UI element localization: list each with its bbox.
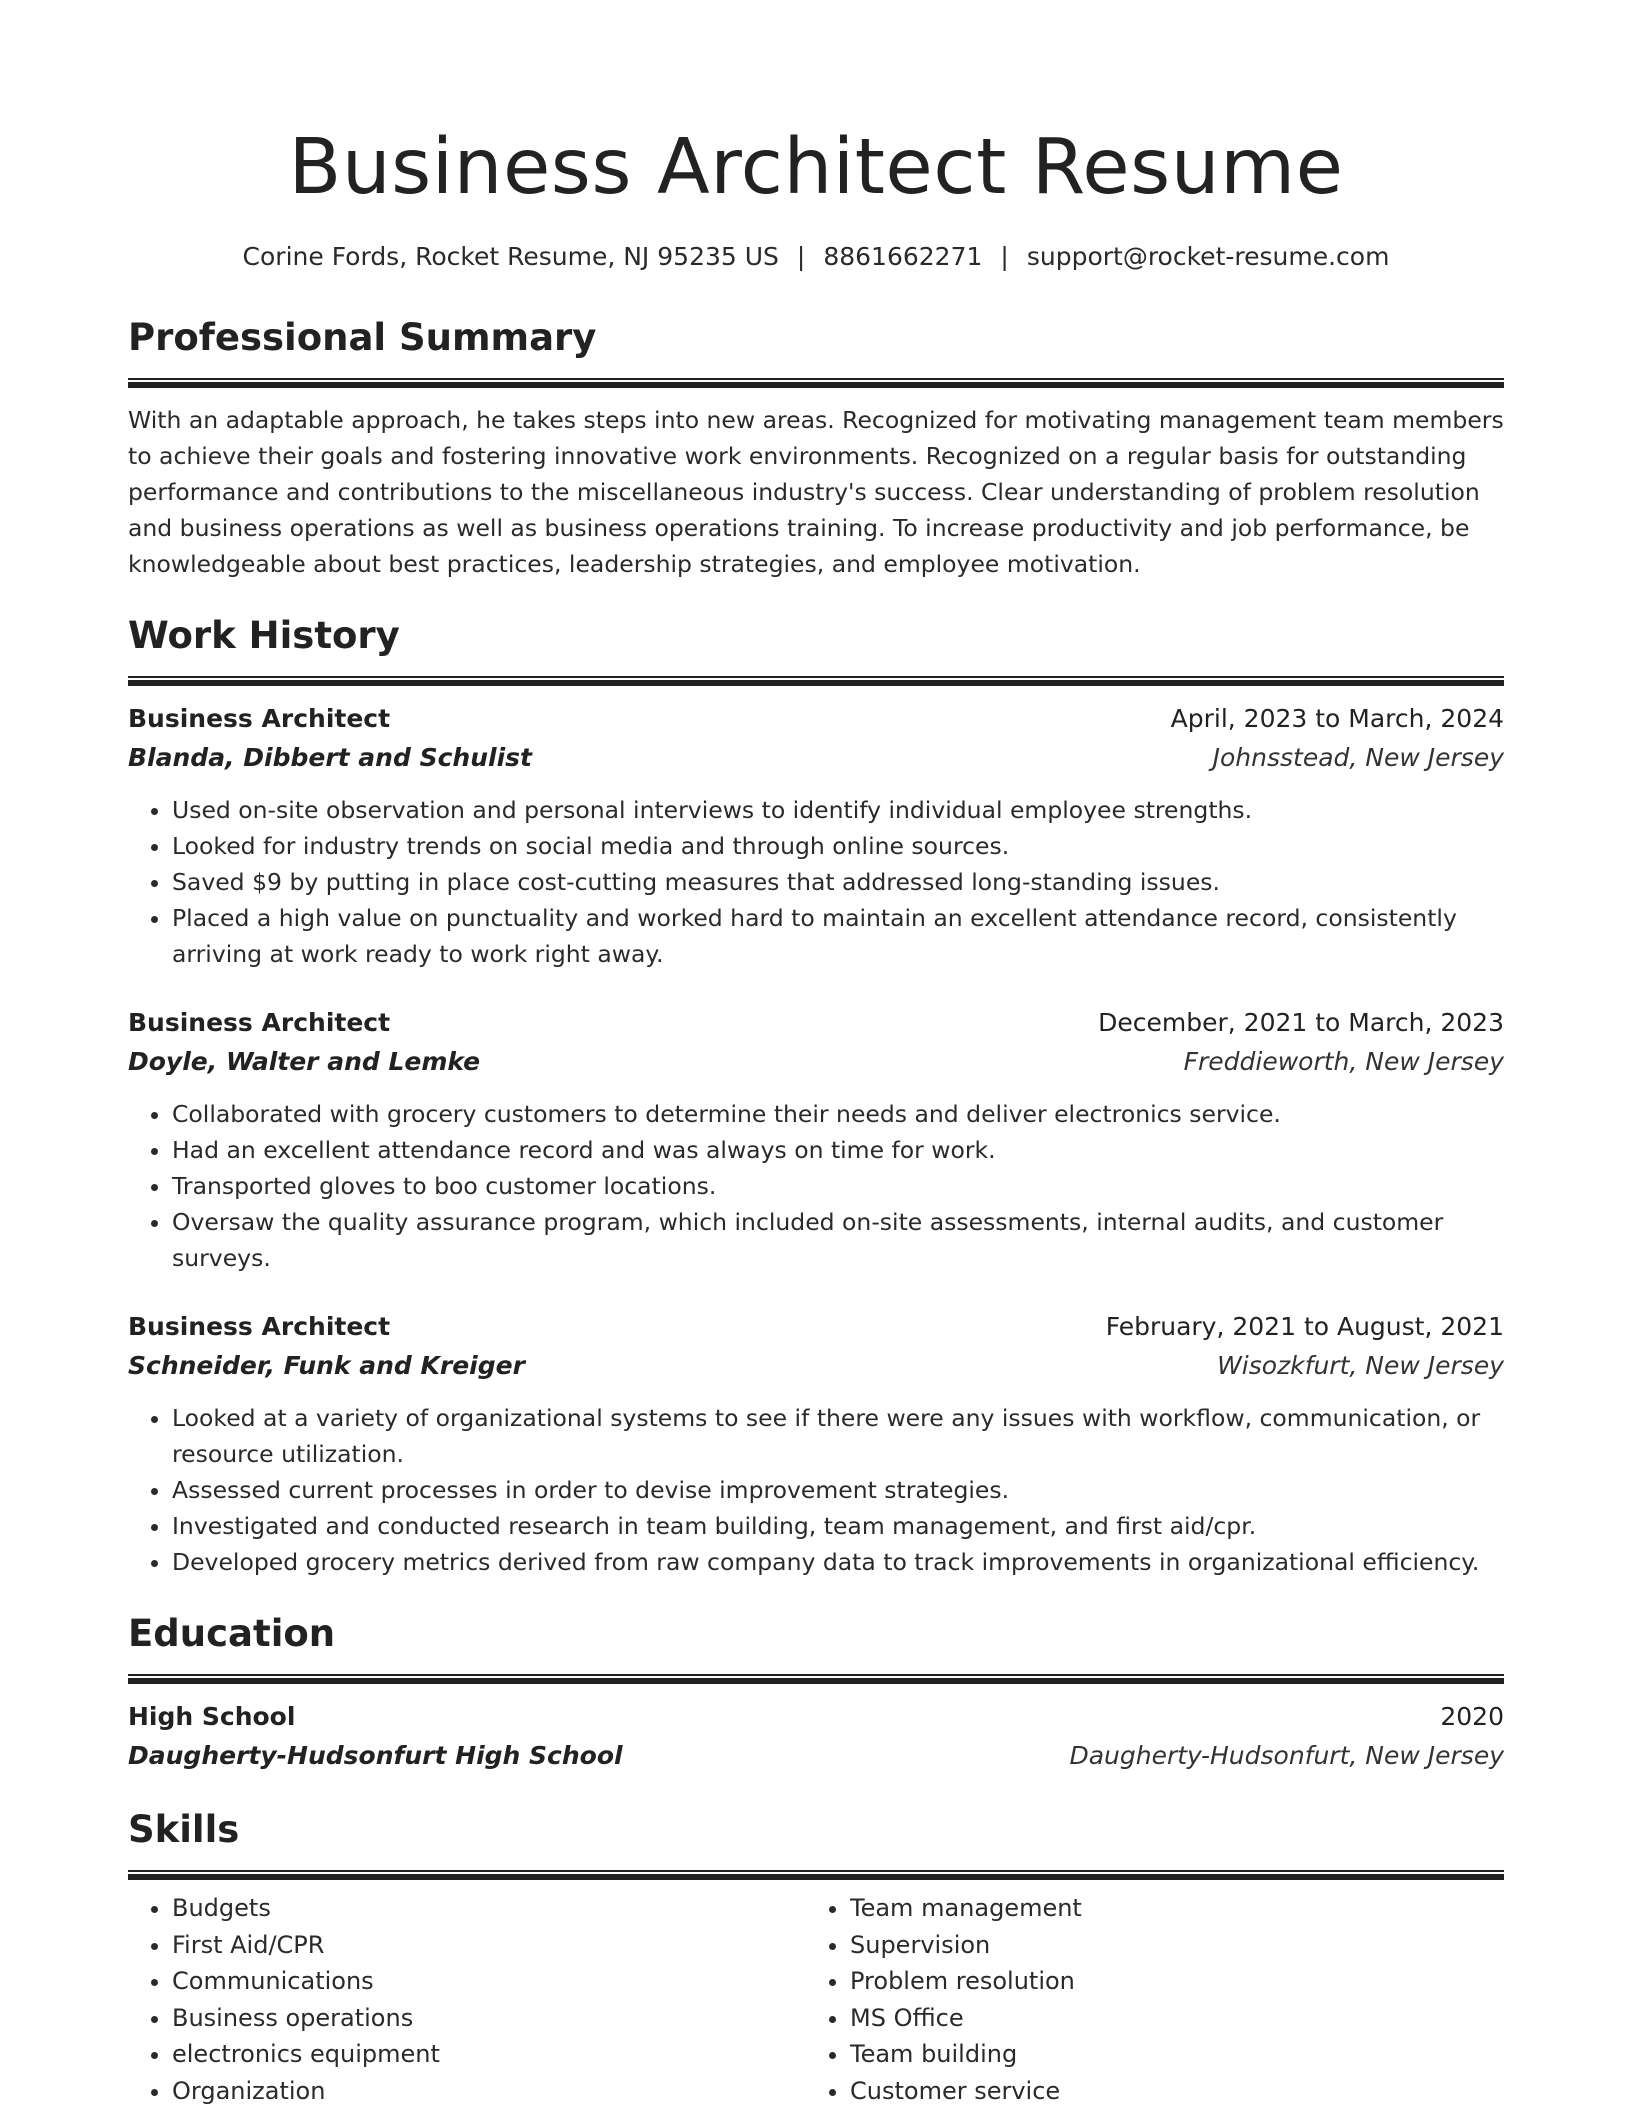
education-location: Daugherty-Hudsonfurt, New Jersey <box>1069 1741 1504 1770</box>
job-bullet: • Saved $9 by putting in place cost-cutting measures that addressed long-standing issues. <box>172 864 1504 900</box>
skill-item: • Team management <box>850 1890 1484 1927</box>
section-divider <box>128 378 1504 388</box>
job-location: Johnsstead, New Jersey <box>1212 743 1504 772</box>
job-bullet: • Investigated and conducted research in team building, team management, and first aid/cpr. <box>172 1508 1504 1544</box>
skill-item: • Problem resolution <box>850 1963 1484 2000</box>
skill-item: • MS Office <box>850 2000 1484 2037</box>
summary-text: With an adaptable approach, he takes steps into new areas. Recognized for motivating management team members to achieve their goals and fostering innovative work environments. Recognized on a regular basis for outstanding performance and contributions to the miscellaneous industry's success. Clear understanding of problem resolution and business operations as well as business operations training. To increase productivity and job performance, be knowledgeable about best practices, leadership strategies, and employee motivation. <box>128 406 1504 578</box>
job-role: Business Architect <box>128 1008 391 1037</box>
job-bullet: • Oversaw the quality assurance program, which included on-site assessments, internal audits, and customer surveys. <box>172 1204 1504 1276</box>
contact-address: Corine Fords, Rocket Resume, NJ 95235 US <box>242 242 779 271</box>
contact-separator: | <box>1000 242 1009 271</box>
job-company: Schneider, Funk and Kreiger <box>128 1351 525 1380</box>
job-entry <box>128 1308 1504 1580</box>
section-title-skills: Skills <box>128 1808 240 1851</box>
skill-item: • Business operations <box>172 2000 806 2037</box>
section-title-summary: Professional Summary <box>128 316 597 359</box>
job-dates: December, 2021 to March, 2023 <box>1098 1008 1504 1037</box>
section-title-work-history: Work History <box>128 614 400 657</box>
job-bullets <box>128 792 1504 972</box>
job-bullets <box>128 1400 1504 1580</box>
job-bullet: • Looked at a variety of organizational systems to see if there were any issues with workflow, communication, or resource utilization. <box>172 1400 1504 1472</box>
skill-item: • First Aid/CPR <box>172 1927 806 1964</box>
job-bullet: • Assessed current processes in order to devise improvement strategies. <box>172 1472 1504 1508</box>
job-role: Business Architect <box>128 704 391 733</box>
skills-column-right <box>806 1890 1484 2109</box>
section-divider <box>128 1674 1504 1684</box>
job-bullet: • Used on-site observation and personal interviews to identify individual employee strengths. <box>172 792 1504 828</box>
job-location: Wisozkfurt, New Jersey <box>1217 1351 1504 1380</box>
job-location: Freddieworth, New Jersey <box>1183 1047 1504 1076</box>
skill-item: • Organization <box>172 2073 806 2110</box>
job-bullets <box>128 1096 1504 1276</box>
job-company: Doyle, Walter and Lemke <box>128 1047 481 1076</box>
job-bullet: • Developed grocery metrics derived from raw company data to track improvements in organizational efficiency. <box>172 1544 1504 1580</box>
contact-email: support@rocket-resume.com <box>1026 242 1390 271</box>
job-entry <box>128 1004 1504 1276</box>
education-year: 2020 <box>1440 1702 1504 1731</box>
contact-phone: 8861662271 <box>823 242 983 271</box>
job-role: Business Architect <box>128 1312 391 1341</box>
job-company: Blanda, Dibbert and Schulist <box>128 743 532 772</box>
education-degree: High School <box>128 1702 296 1731</box>
skill-item: • Customer service <box>850 2073 1484 2110</box>
section-divider <box>128 676 1504 686</box>
section-title-education: Education <box>128 1612 336 1655</box>
skill-item: • electronics equipment <box>172 2036 806 2073</box>
skill-item: • Communications <box>172 1963 806 2000</box>
job-bullet: • Transported gloves to boo customer locations. <box>172 1168 1504 1204</box>
skill-item: • Budgets <box>172 1890 806 1927</box>
job-entry <box>128 700 1504 972</box>
skills-list <box>128 1890 1504 2109</box>
job-dates: April, 2023 to March, 2024 <box>1170 704 1504 733</box>
education-entry <box>128 1698 1504 1776</box>
skills-column-left <box>128 1890 806 2109</box>
contact-line <box>128 240 1504 274</box>
resume-title: Business Architect Resume <box>288 123 1344 212</box>
job-bullet: • Collaborated with grocery customers to determine their needs and deliver electronics service. <box>172 1096 1504 1132</box>
contact-separator: | <box>796 242 806 271</box>
job-dates: February, 2021 to August, 2021 <box>1105 1312 1504 1341</box>
section-divider <box>128 1870 1504 1880</box>
job-bullet: • Placed a high value on punctuality and worked hard to maintain an excellent attendance record, consistently arriving at work ready to work right away. <box>172 900 1504 972</box>
resume-page <box>128 0 1504 2109</box>
job-bullet: • Had an excellent attendance record and was always on time for work. <box>172 1132 1504 1168</box>
job-bullet: • Looked for industry trends on social media and through online sources. <box>172 828 1504 864</box>
education-school: Daugherty-Hudsonfurt High School <box>128 1741 623 1770</box>
skill-item: • Supervision <box>850 1927 1484 1964</box>
skill-item: • Team building <box>850 2036 1484 2073</box>
